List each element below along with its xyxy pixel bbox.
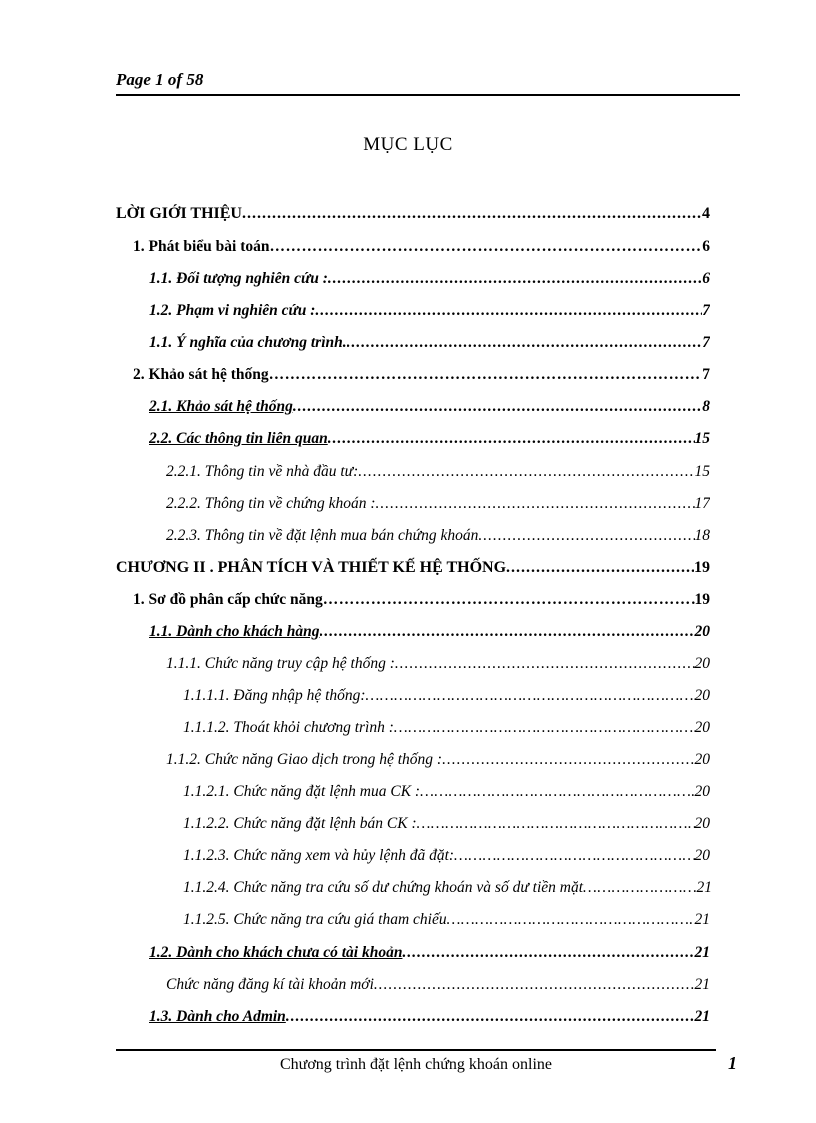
toc-entry-page: 21 [694, 1008, 710, 1025]
toc-entry-page: 15 [694, 463, 710, 480]
toc-entry-page: 8 [702, 398, 710, 415]
toc-entry[interactable] [149, 296, 710, 326]
toc-leader [506, 559, 694, 577]
toc-leader [395, 655, 695, 673]
toc-leader [454, 847, 694, 865]
toc-entry-title: 1.3. Dành cho Admin [149, 1008, 286, 1025]
toc-leader [366, 687, 695, 705]
toc-entry-title: Chức năng đăng kí tài khoản mới [166, 976, 374, 993]
toc-leader [358, 463, 694, 481]
toc-entry-page: 21 [694, 944, 710, 961]
toc-leader [402, 944, 694, 962]
toc-leader [328, 430, 695, 448]
toc-entry[interactable] [166, 649, 710, 679]
toc-entry-title: 1.2. Phạm vi nghiên cứu : [149, 302, 316, 319]
toc-entry-page: 19 [694, 559, 710, 576]
footer-text: Chương trình đặt lệnh chứng khoán online [280, 1056, 552, 1073]
toc-entry[interactable] [183, 809, 710, 839]
toc-entry-page: 19 [694, 591, 710, 608]
toc-entry[interactable] [183, 841, 710, 871]
toc-entry-page: 17 [694, 495, 710, 512]
toc-entry-title: 1.1.2.5. Chức năng tra cứu giá tham chiếu [183, 911, 447, 928]
toc-leader [270, 238, 703, 256]
toc-leader [320, 623, 695, 641]
toc-entry[interactable] [166, 457, 710, 487]
toc-entry-title: 2.2.3. Thông tin về đặt lệnh mua bán chứng khoán [166, 527, 479, 544]
toc-entry-title: 1.1.2.3. Chức năng xem và hủy lệnh đã đặt: [183, 847, 455, 864]
toc-entry-title: LỜI GIỚI THIỆU [116, 205, 242, 222]
toc-entry[interactable] [149, 1002, 710, 1032]
toc-entry[interactable] [183, 681, 710, 711]
toc-entry[interactable] [183, 873, 712, 903]
toc-entry-title: 1.1.2. Chức năng Giao dịch trong hệ thống : [166, 751, 443, 768]
toc-entry-page: 21 [694, 911, 710, 928]
toc-leader [394, 719, 695, 737]
toc-entry-page: 4 [702, 205, 710, 222]
toc-entry-title: 1.1.1. Chức năng truy cập hệ thống : [166, 655, 395, 672]
toc-leader [293, 398, 702, 416]
toc-entry[interactable] [149, 328, 710, 358]
toc-entry-page: 18 [694, 527, 710, 544]
toc-entry-page: 6 [702, 270, 710, 287]
toc-entry[interactable] [116, 553, 710, 583]
toc-leader [269, 366, 703, 384]
toc-entry[interactable] [166, 489, 710, 519]
toc-entry-title: 1.1.1.2. Thoát khỏi chương trình : [183, 719, 394, 736]
toc-leader [323, 591, 695, 609]
toc-entry-page: 7 [702, 334, 710, 351]
page-header [116, 70, 740, 96]
toc-entry-page: 21 [696, 879, 712, 896]
toc-leader [420, 783, 694, 801]
toc-entry[interactable] [149, 392, 710, 422]
toc-entry[interactable] [183, 713, 710, 743]
toc-entry[interactable] [149, 617, 710, 647]
toc-entry[interactable] [183, 777, 710, 807]
toc-entry[interactable] [133, 360, 710, 390]
toc-leader [286, 1008, 695, 1026]
toc-entry-page: 21 [694, 976, 710, 993]
toc-entry[interactable] [166, 745, 710, 775]
footer-page-number: 1 [728, 1053, 737, 1073]
toc-entry[interactable] [149, 264, 710, 294]
toc-leader [442, 751, 694, 769]
toc-entry[interactable] [149, 938, 710, 968]
toc-entry-page: 15 [694, 430, 710, 447]
toc-entry[interactable] [166, 521, 710, 551]
toc-entry-page: 20 [694, 655, 710, 672]
toc-entry-title: 2. Khảo sát hệ thống [133, 366, 269, 383]
toc-entry-title: 1. Phát biểu bài toán [133, 238, 270, 255]
toc-entry-title: 1.1.2.1. Chức năng đặt lệnh mua CK : [183, 783, 421, 800]
toc-entry[interactable] [166, 970, 710, 1000]
toc-leader [478, 527, 694, 545]
toc-entry-page: 20 [694, 783, 710, 800]
toc-entry[interactable] [133, 585, 710, 615]
toc-leader [447, 911, 695, 929]
toc-entry-title: 2.2.2. Thông tin về chứng khoán : [166, 495, 376, 512]
toc-entry[interactable] [133, 232, 710, 262]
toc-entry-title: 2.2.1. Thông tin về nhà đầu tư: [166, 463, 359, 480]
toc-entry-page: 6 [702, 238, 710, 255]
toc-entry-page: 20 [694, 815, 710, 832]
toc-entry-page: 20 [694, 751, 710, 768]
toc-entry[interactable] [116, 199, 710, 229]
toc-entry-title: 1.1. Dành cho khách hàng [149, 623, 320, 640]
toc-leader [376, 495, 695, 513]
toc-leader [242, 205, 702, 223]
page-label: Page 1 of 58 [116, 70, 204, 89]
toc-entry[interactable] [149, 424, 710, 454]
toc-leader [583, 879, 696, 897]
toc-leader [347, 334, 703, 352]
toc-entry-page: 20 [694, 719, 710, 736]
toc-entry-title: 2.2. Các thông tin liên quan [149, 430, 328, 447]
toc-entry-page: 20 [694, 687, 710, 704]
toc-entry-title: 1.1. Đối tượng nghiên cứu : [149, 270, 328, 287]
toc-entry-page: 20 [694, 623, 710, 640]
toc-entry-title: 1. Sơ đồ phân cấp chức năng [133, 591, 323, 608]
toc-leader [315, 302, 702, 320]
toc-entry-title: 1.1.2.4. Chức năng tra cứu số dư chứng khoán và số dư tiền mặt [183, 879, 584, 896]
footer-rule [116, 1049, 716, 1051]
toc-entry-title: 1.1. Ý nghĩa của chương trình. [149, 334, 347, 351]
toc-entry-title: 1.1.2.2. Chức năng đặt lệnh bán CK : [183, 815, 417, 832]
toc-entry-title: 1.1.1.1. Đăng nhập hệ thống: [183, 687, 366, 704]
toc-leader [417, 815, 695, 833]
toc-entry-title: 1.2. Dành cho khách chưa có tài khoản [149, 944, 403, 961]
toc-leader [328, 270, 702, 288]
toc-entry-page: 20 [694, 847, 710, 864]
toc-leader [374, 976, 695, 994]
page-title: MỤC LỤC [363, 134, 453, 155]
toc-entry-title: 2.1. Khảo sát hệ thống [149, 398, 293, 415]
toc-entry-title: CHƯƠNG II . PHÂN TÍCH VÀ THIẾT KẾ HỆ THỐNG [116, 559, 507, 576]
toc-entry[interactable] [183, 905, 710, 935]
toc-entry-page: 7 [702, 302, 710, 319]
toc-entry-page: 7 [702, 366, 710, 383]
